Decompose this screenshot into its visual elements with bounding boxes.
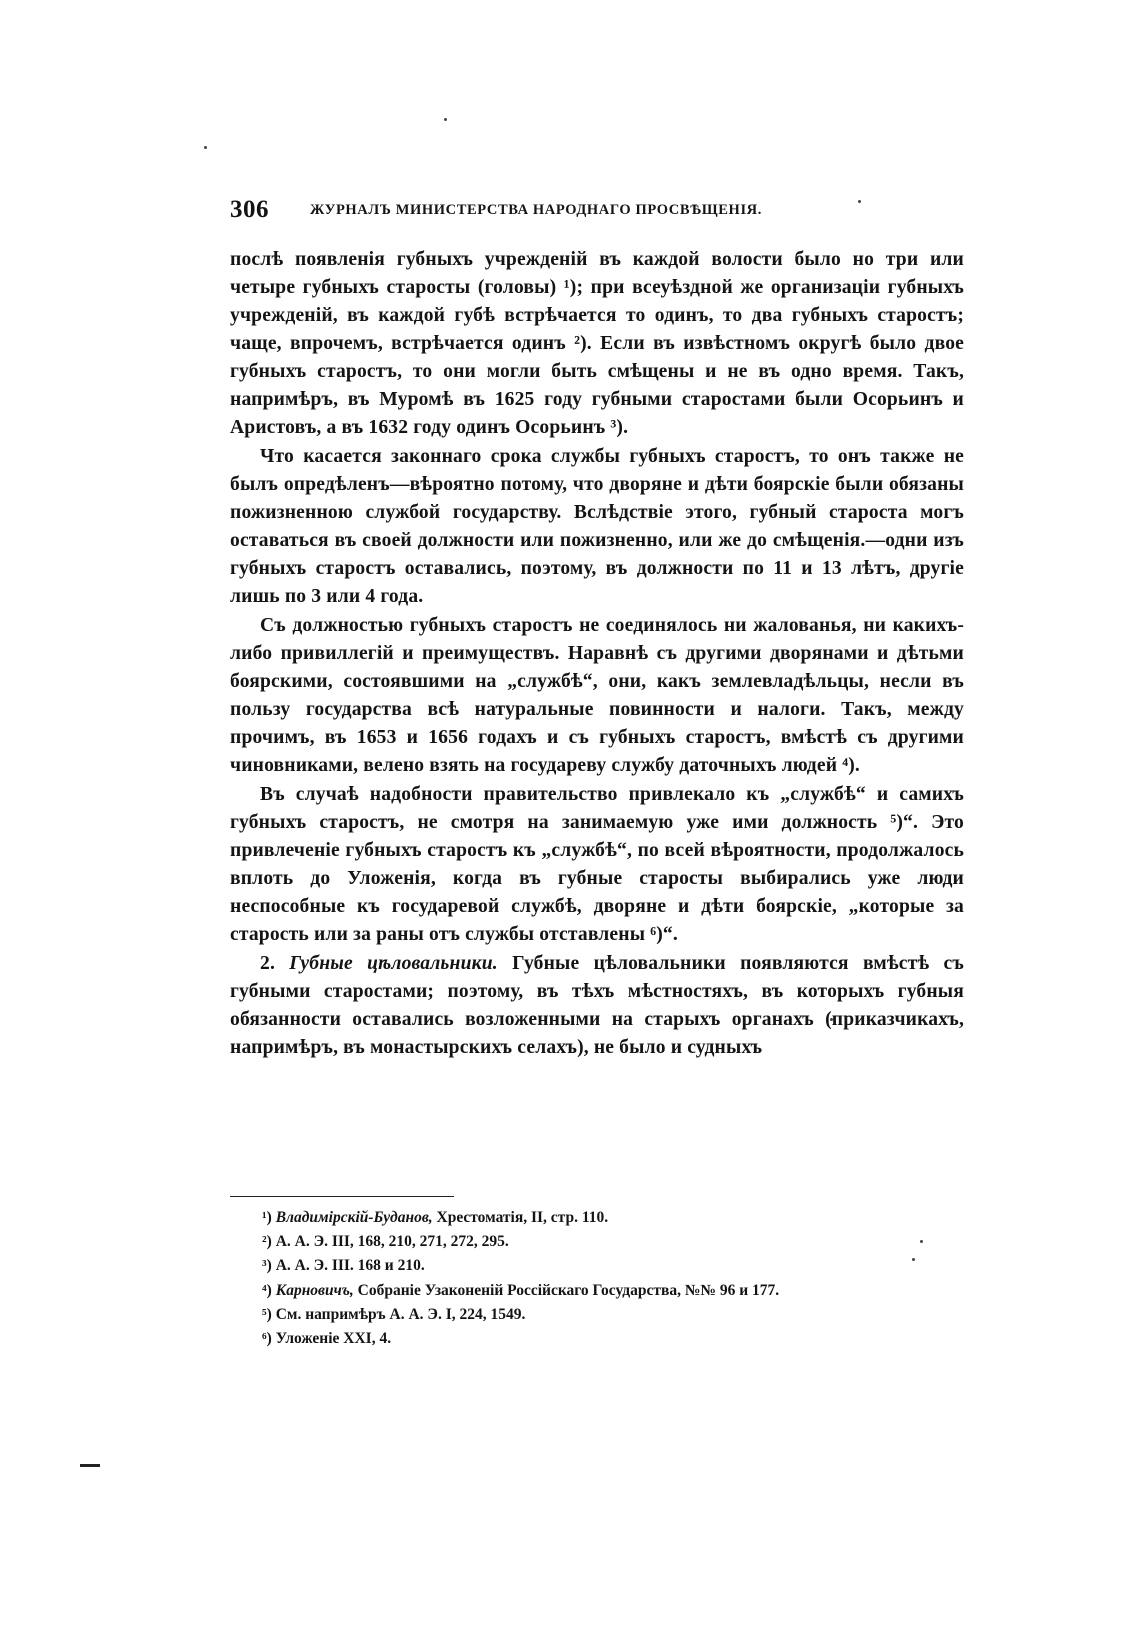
footnote-mark: ³) <box>262 1257 272 1275</box>
section-number: 2. <box>260 953 275 974</box>
footnote-text: Уложеніе XXI, 4. <box>275 1330 392 1348</box>
print-speck <box>204 146 207 149</box>
paragraph-4: Въ случаѣ надобности правительство привлекало къ „службѣ“ и самихъ губныхъ старостъ, не смотря на занимаемую уже ими должность ⁵)“. Это привлеченіе губныхъ старостъ къ „службѣ“, по всей вѣроятности, продолжалось вплоть до Уложенія, когда въ губные старосты выбирались уже люди неспособные къ государевой службѣ, дворяне и дѣти боярскіе, „которые за старость или за раны отъ службы отставлены ⁶)“. <box>230 784 964 945</box>
footnote-text: См. напримѣръ А. А. Э. I, 224, 1549. <box>275 1305 526 1323</box>
footnote-mark: ⁶) <box>262 1330 272 1348</box>
footnote-mark: ⁴) <box>262 1281 272 1299</box>
section-heading: Губные цѣловальники. <box>289 953 498 974</box>
footnote-6 <box>262 1327 962 1351</box>
print-speck <box>444 118 447 121</box>
paragraph-2: Что касается законнаго срока службы губныхъ старостъ, то онъ также не былъ опредѣленъ—вѣроятно потому, что дворяне и дѣти боярскіе были обязаны пожизненною службой государству. Вслѣдствіе этого, губный староста могъ оставаться въ своей должности или пожизненно, или же до смѣщенія.—одни изъ губныхъ старостъ оставались, поэтому, въ должности по 11 и 13 лѣтъ, другіе лишь по 3 или 4 года. <box>230 446 964 607</box>
footnotes <box>262 1206 962 1351</box>
footnote-mark: ⁵) <box>262 1305 272 1323</box>
footnote-text: А. А. Э. III. 168 и 210. <box>275 1257 425 1275</box>
footnote-divider <box>230 1196 454 1197</box>
running-title: ЖУРНАЛЪ МИНИСТЕРСТВА НАРОДНАГО ПРОСВѢЩЕНІЯ. <box>310 202 762 218</box>
page-number: 306 <box>230 196 269 223</box>
page-header <box>230 196 870 230</box>
footnote-author: Карновичъ, <box>275 1281 354 1299</box>
footnote-3 <box>262 1254 962 1278</box>
body-text <box>230 246 964 1062</box>
footnote-mark: ¹) <box>262 1209 272 1226</box>
paragraph-3: Съ должностью губныхъ старостъ не соединялось ни жалованья, ни какихъ-либо привиллегій и преимуществъ. Наравнѣ съ другими дворянами и дѣтьми боярскими, состоявшими на „службѣ“, они, какъ землевладѣльцы, несли въ пользу государства всѣ натуральные повинности и налоги. Такъ, между прочимъ, въ 1653 и 1656 годахъ и съ губныхъ старостъ, вмѣстѣ съ другими чиновниками, велено взять на государеву службу даточныхъ людей ⁴). <box>230 615 964 776</box>
margin-mark <box>80 1464 100 1467</box>
paragraph-5 <box>230 950 964 1062</box>
footnote-1 <box>262 1206 962 1230</box>
footnote-mark: ²) <box>262 1233 272 1251</box>
footnote-text: А. А. Э. III, 168, 210, 271, 272, 295. <box>275 1233 509 1251</box>
paragraph-1: послѣ появленія губныхъ учрежденій въ каждой волости было но три или четыре губныхъ старосты (головы) ¹); при всеуѣздной же организаціи губныхъ учрежденій, въ каждой губѣ встрѣчается то одинъ, то два губныхъ старостъ; чаще, впрочемъ, встрѣчается одинъ ²). Если въ извѣстномъ округѣ было двое губныхъ старостъ, то они могли быть смѣщены и не въ одно время. Такъ, напримѣръ, въ Муромѣ въ 1625 году губными старостами были Осорьинъ и Аристовъ, а въ 1632 году одинъ Осорьинъ ³). <box>230 249 964 438</box>
footnote-author: Владимірскій-Буданов, <box>275 1209 433 1226</box>
section-text: Губные цѣловальники появляются вмѣстѣ съ губными старостами; поэтому, въ тѣхъ мѣстностяхъ, въ которыхъ губныя обязанности оставались возложенными на старыхъ органахъ (приказчикахъ, напримѣръ, въ монастырскихъ селахъ), не было и судныхъ <box>230 953 964 1058</box>
footnote-4 <box>262 1279 962 1303</box>
footnote-text: Собраніе Узаконеній Россійскаго Государства, №№ 96 и 177. <box>353 1281 780 1299</box>
footnote-2 <box>262 1230 962 1254</box>
footnote-text: Хрестоматія, II, стр. 110. <box>432 1209 609 1226</box>
footnote-5 <box>262 1303 962 1327</box>
